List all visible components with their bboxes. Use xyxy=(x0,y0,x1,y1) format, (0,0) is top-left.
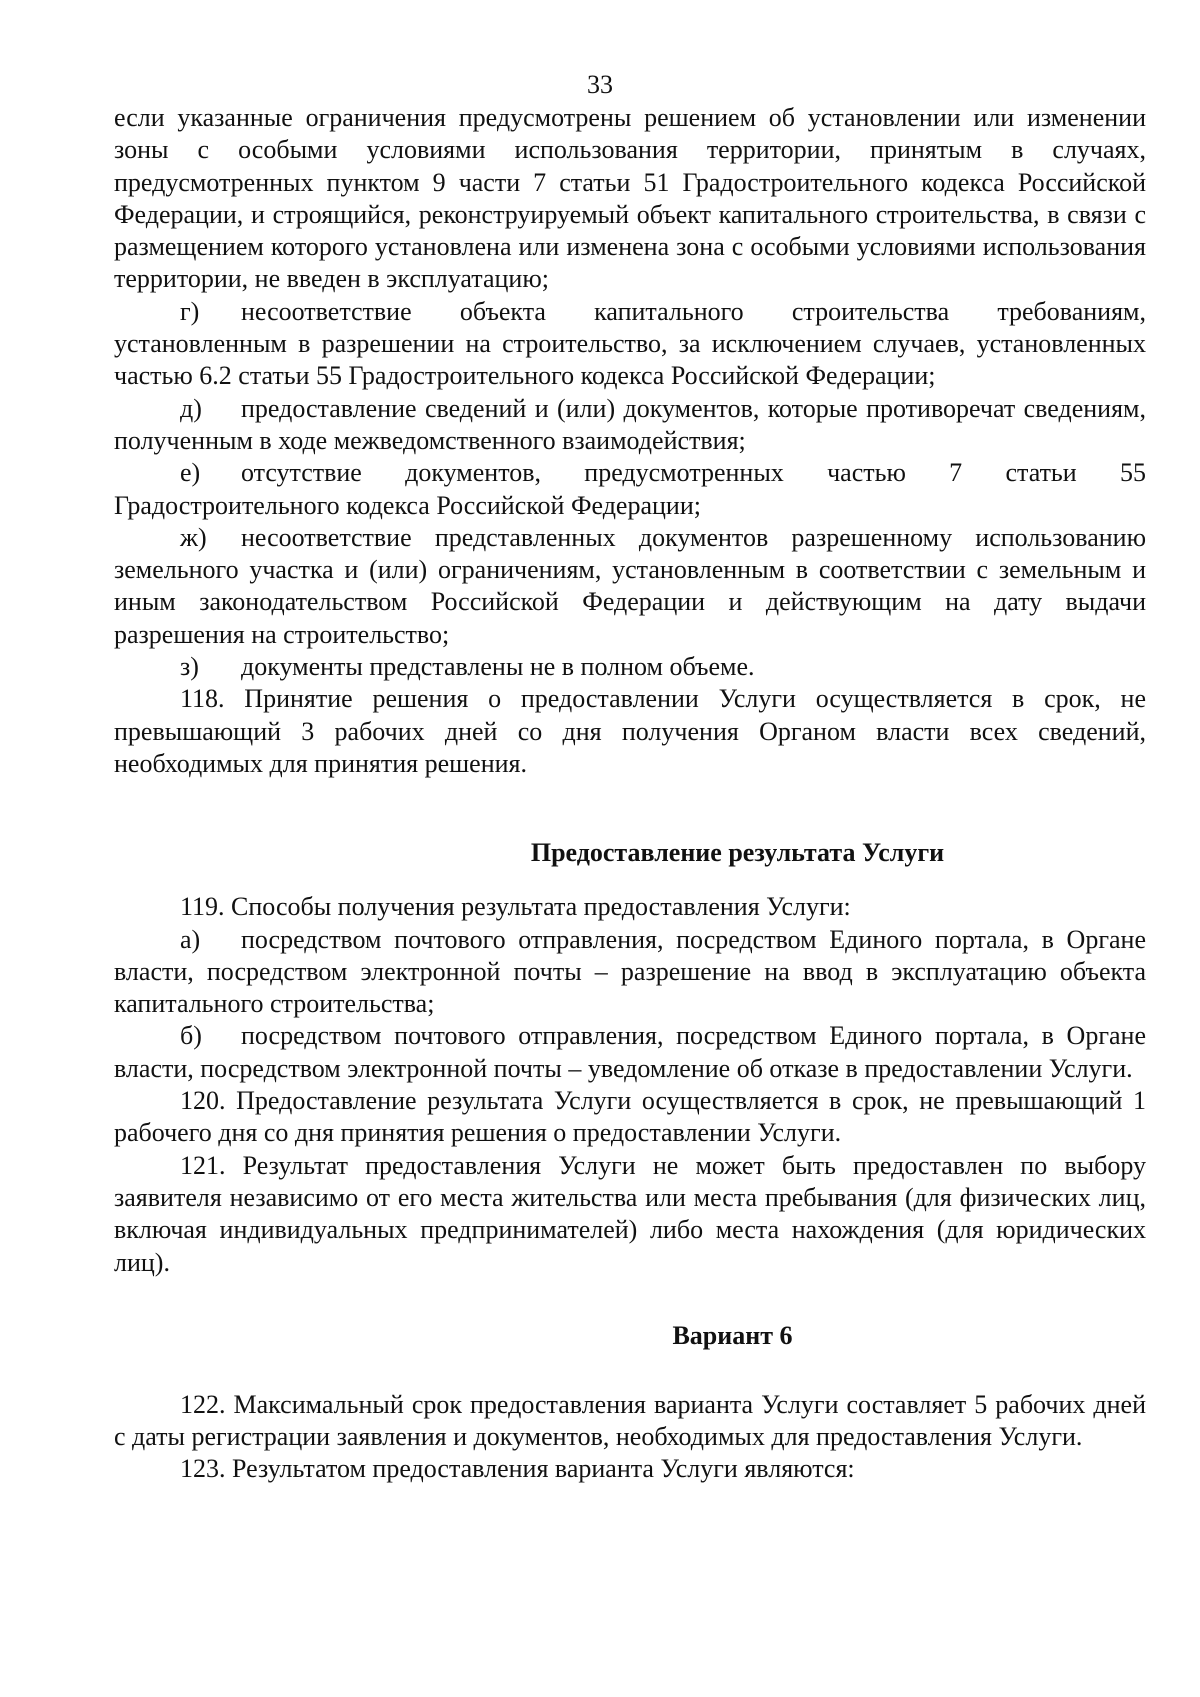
list-item-label: д) xyxy=(180,393,202,423)
section-heading-result: Предоставление результата Услуги xyxy=(530,838,945,868)
list-item xyxy=(114,393,1146,458)
list-item-text: предоставление сведений и (или) документов, которые противоречат сведениям, полученным в ходе межведомственного взаимодействия; xyxy=(114,393,1146,455)
paragraph-text: 119. Способы получения результата предоставления Услуги: xyxy=(180,892,851,922)
paragraph xyxy=(114,1150,1146,1279)
paragraph xyxy=(114,1389,1146,1454)
paragraph xyxy=(114,891,1146,923)
list-item-text: несоответствие представленных документов разрешенному использованию земельного участка и (или) ограничениям, установленным в соответствии с земельным и иным законодательством Российской Федерации и действующим на дату выдачи разрешения на строительство; xyxy=(114,522,1146,649)
list-item xyxy=(114,651,1146,683)
list-item-label: б) xyxy=(180,1021,202,1051)
paragraph-text: 123. Результатом предоставления варианта Услуги являются: xyxy=(180,1454,855,1484)
list-item-text: документы представлены не в полном объеме. xyxy=(241,652,755,682)
paragraph-text: 121. Результат предоставления Услуги не может быть предоставлен по выбору заявителя независимо от его места жительства или места пребывания (для физических лиц, включая индивидуальных предпринимателей) либо места нахождения (для юридических лиц). xyxy=(114,1150,1146,1277)
list-item-label: г) xyxy=(180,296,200,326)
list-item-label: з) xyxy=(180,652,199,682)
section-heading-variant: Вариант 6 xyxy=(672,1320,793,1350)
paragraph-text: 118. Принятие решения о предоставлении Услуги осуществляется в срок, не превышающий 3 рабочих дней со дня получения Органом власти всех сведений, необходимых для принятия решения. xyxy=(114,684,1146,778)
list-item-label: а) xyxy=(180,924,201,954)
paragraph-text: 120. Предоставление результата Услуги осуществляется в срок, не превышающий 1 рабочего дня со дня принятия решения о предоставлении Услуги. xyxy=(114,1086,1146,1148)
list-item-text: посредством почтового отправления, посредством Единого портала, в Органе власти, посредством электронной почты – уведомление об отказе в предоставлении Услуги. xyxy=(114,1021,1146,1083)
list-item-text: посредством почтового отправления, посредством Единого портала, в Органе власти, посредством электронной почты – разрешение на ввод в эксплуатацию объекта капитального строительства; xyxy=(114,924,1146,1019)
paragraph xyxy=(114,1085,1146,1150)
list-item xyxy=(114,522,1146,651)
paragraph xyxy=(114,1453,1146,1485)
paragraph-text: если указанные ограничения предусмотрены решением об установлении или изменении зоны с особыми условиями использования территории, принятым в случаях, предусмотренных пунктом 9 части 7 статьи 51 Градостроительного кодекса Российской Федерации, и строящийся, реконструируемый объект капитального строительства, в связи с размещением которого установлена или изменена зона с особыми условиями использования территории, не введен в эксплуатацию; xyxy=(114,103,1146,294)
list-item-text: отсутствие документов, предусмотренных частью 7 статьи 55 Градостроительного кодекса Российской Федерации; xyxy=(114,458,1146,520)
list-item xyxy=(114,457,1146,522)
list-item xyxy=(114,924,1146,1021)
paragraph xyxy=(114,102,1146,296)
page-number: 33 xyxy=(587,70,613,99)
paragraph-text: 122. Максимальный срок предоставления варианта Услуги составляет 5 рабочих дней с даты регистрации заявления и документов, необходимых для предоставления Услуги. xyxy=(114,1389,1146,1452)
paragraph xyxy=(114,683,1146,780)
list-item xyxy=(114,1020,1146,1085)
list-item-text: несоответствие объекта капитального строительства требованиям, установленным в разрешении на строительство, за исключением случаев, установленных частью 6.2 статьи 55 Градостроительного кодекса Российской Федерации; xyxy=(114,296,1146,391)
list-item-label: е) xyxy=(180,458,201,488)
list-item xyxy=(114,296,1146,393)
document-body xyxy=(114,102,1146,1486)
list-item-label: ж) xyxy=(180,522,207,552)
